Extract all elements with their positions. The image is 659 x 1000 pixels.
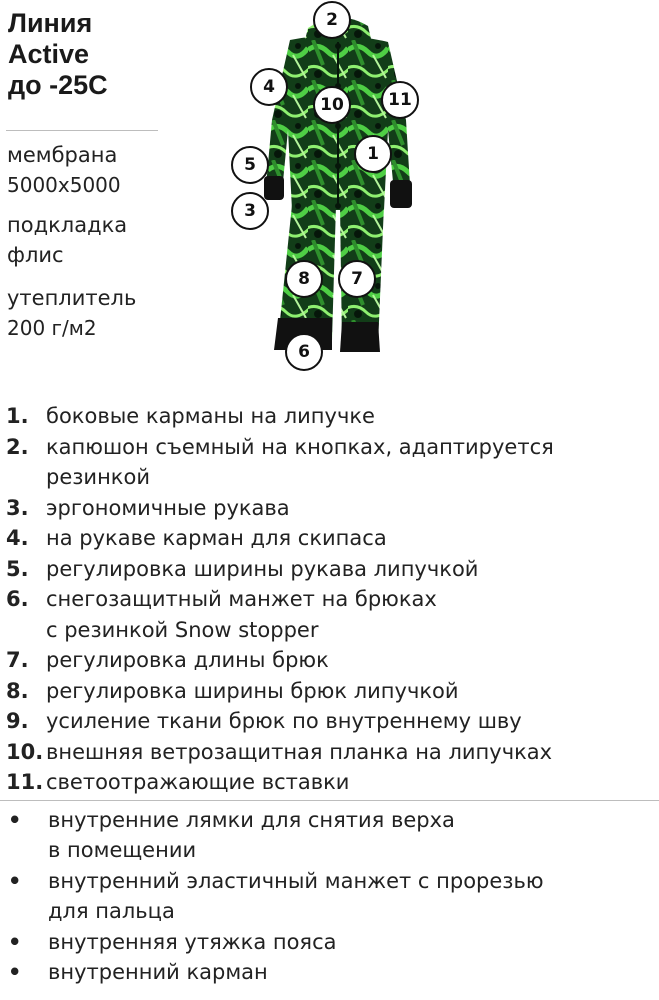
feature-item-10 (0, 737, 659, 768)
feature-number: 11. (6, 770, 44, 794)
feature-number: 9. (6, 709, 29, 733)
feature-text: резинкой (46, 465, 150, 489)
marker-10: 10 (313, 86, 351, 124)
feature-number: 6. (6, 587, 29, 611)
snowsuit-drawing (228, 0, 458, 375)
bullet-icon: • (8, 868, 22, 893)
feature-text: с резинкой Snow stopper (46, 617, 319, 642)
feature-text: регулировка длины брюк (46, 648, 329, 672)
marker-3: 3 (231, 192, 269, 230)
feature-item-9 (0, 706, 659, 737)
marker-8: 8 (285, 260, 323, 298)
extra-text: внутренняя утяжка пояса (48, 929, 337, 954)
feature-number: 10. (6, 739, 44, 764)
feature-number: 4. (6, 526, 29, 550)
feature-item-6 (0, 584, 659, 615)
list-divider (0, 800, 659, 801)
extra-text: для пальца (48, 899, 175, 923)
feature-item-7 (0, 645, 659, 676)
feature-item-6-cont (0, 615, 659, 646)
spec-lining-value: флис (7, 243, 64, 267)
title-line-2: Active (8, 39, 90, 69)
feature-text: регулировка ширины брюк липучкой (46, 678, 459, 703)
bullet-icon: • (8, 807, 22, 832)
spec-lining-label: подкладка (7, 213, 128, 237)
heading-divider (6, 130, 158, 131)
product-line-title (8, 8, 168, 101)
feature-number: 1. (6, 404, 29, 428)
feature-item-4 (0, 523, 659, 554)
marker-6: 6 (285, 333, 323, 371)
feature-item-8 (0, 676, 659, 707)
feature-number: 3. (6, 495, 29, 520)
feature-item-3 (0, 493, 659, 524)
spec-insulation-label: утеплитель (7, 286, 137, 310)
title-line-1: Линия (8, 8, 93, 38)
feature-list (0, 401, 659, 988)
extra-item-2-cont (0, 896, 659, 927)
feature-item-1 (0, 401, 659, 432)
feature-text: регулировка ширины рукава липучкой (46, 556, 479, 581)
extra-text: внутренний карман (48, 960, 268, 984)
spec-membrane-label: мембрана (7, 143, 118, 167)
feature-number: 8. (6, 678, 29, 703)
feature-text: усиление ткани брюк по внутреннему шву (46, 709, 522, 733)
feature-item-11 (0, 767, 659, 798)
feature-text: снегозащитный манжет на брюках (46, 587, 437, 611)
feature-item-5 (0, 554, 659, 585)
feature-item-2 (0, 432, 659, 463)
feature-text: боковые карманы на липучке (46, 404, 375, 428)
spec-membrane-value: 5000х5000 (7, 173, 121, 197)
bullet-icon: • (8, 960, 22, 984)
marker-5: 5 (231, 146, 269, 184)
marker-7: 7 (338, 260, 376, 298)
extra-item-4 (0, 957, 659, 988)
feature-text: светоотражающие вставки (46, 770, 350, 794)
feature-number: 2. (6, 434, 29, 459)
extra-item-1 (0, 805, 659, 836)
feature-text: внешняя ветрозащитная планка на липучках (46, 739, 553, 764)
marker-1: 1 (354, 135, 392, 173)
feature-text: капюшон съемный на кнопках, адаптируется (46, 434, 554, 459)
feature-number: 7. (6, 648, 29, 672)
snowsuit-image (228, 0, 458, 375)
marker-2: 2 (313, 1, 351, 39)
spec-insulation-value: 200 г/м2 (7, 316, 97, 340)
extra-text: в помещении (48, 838, 197, 862)
feature-number: 5. (6, 556, 29, 581)
title-line-3: до -25С (8, 70, 108, 100)
extra-text: внутренний эластичный манжет с прорезью (48, 868, 544, 893)
marker-11: 11 (381, 81, 419, 119)
feature-text: эргономичные рукава (46, 495, 290, 520)
extra-item-3 (0, 927, 659, 958)
marker-4: 4 (250, 68, 288, 106)
feature-item-2-cont (0, 462, 659, 493)
extra-text: внутренние лямки для снятия верха (48, 807, 455, 832)
extra-item-2 (0, 866, 659, 897)
feature-text: на рукаве карман для скипаса (46, 526, 387, 550)
extra-item-1-cont (0, 835, 659, 866)
bullet-icon: • (8, 929, 22, 954)
